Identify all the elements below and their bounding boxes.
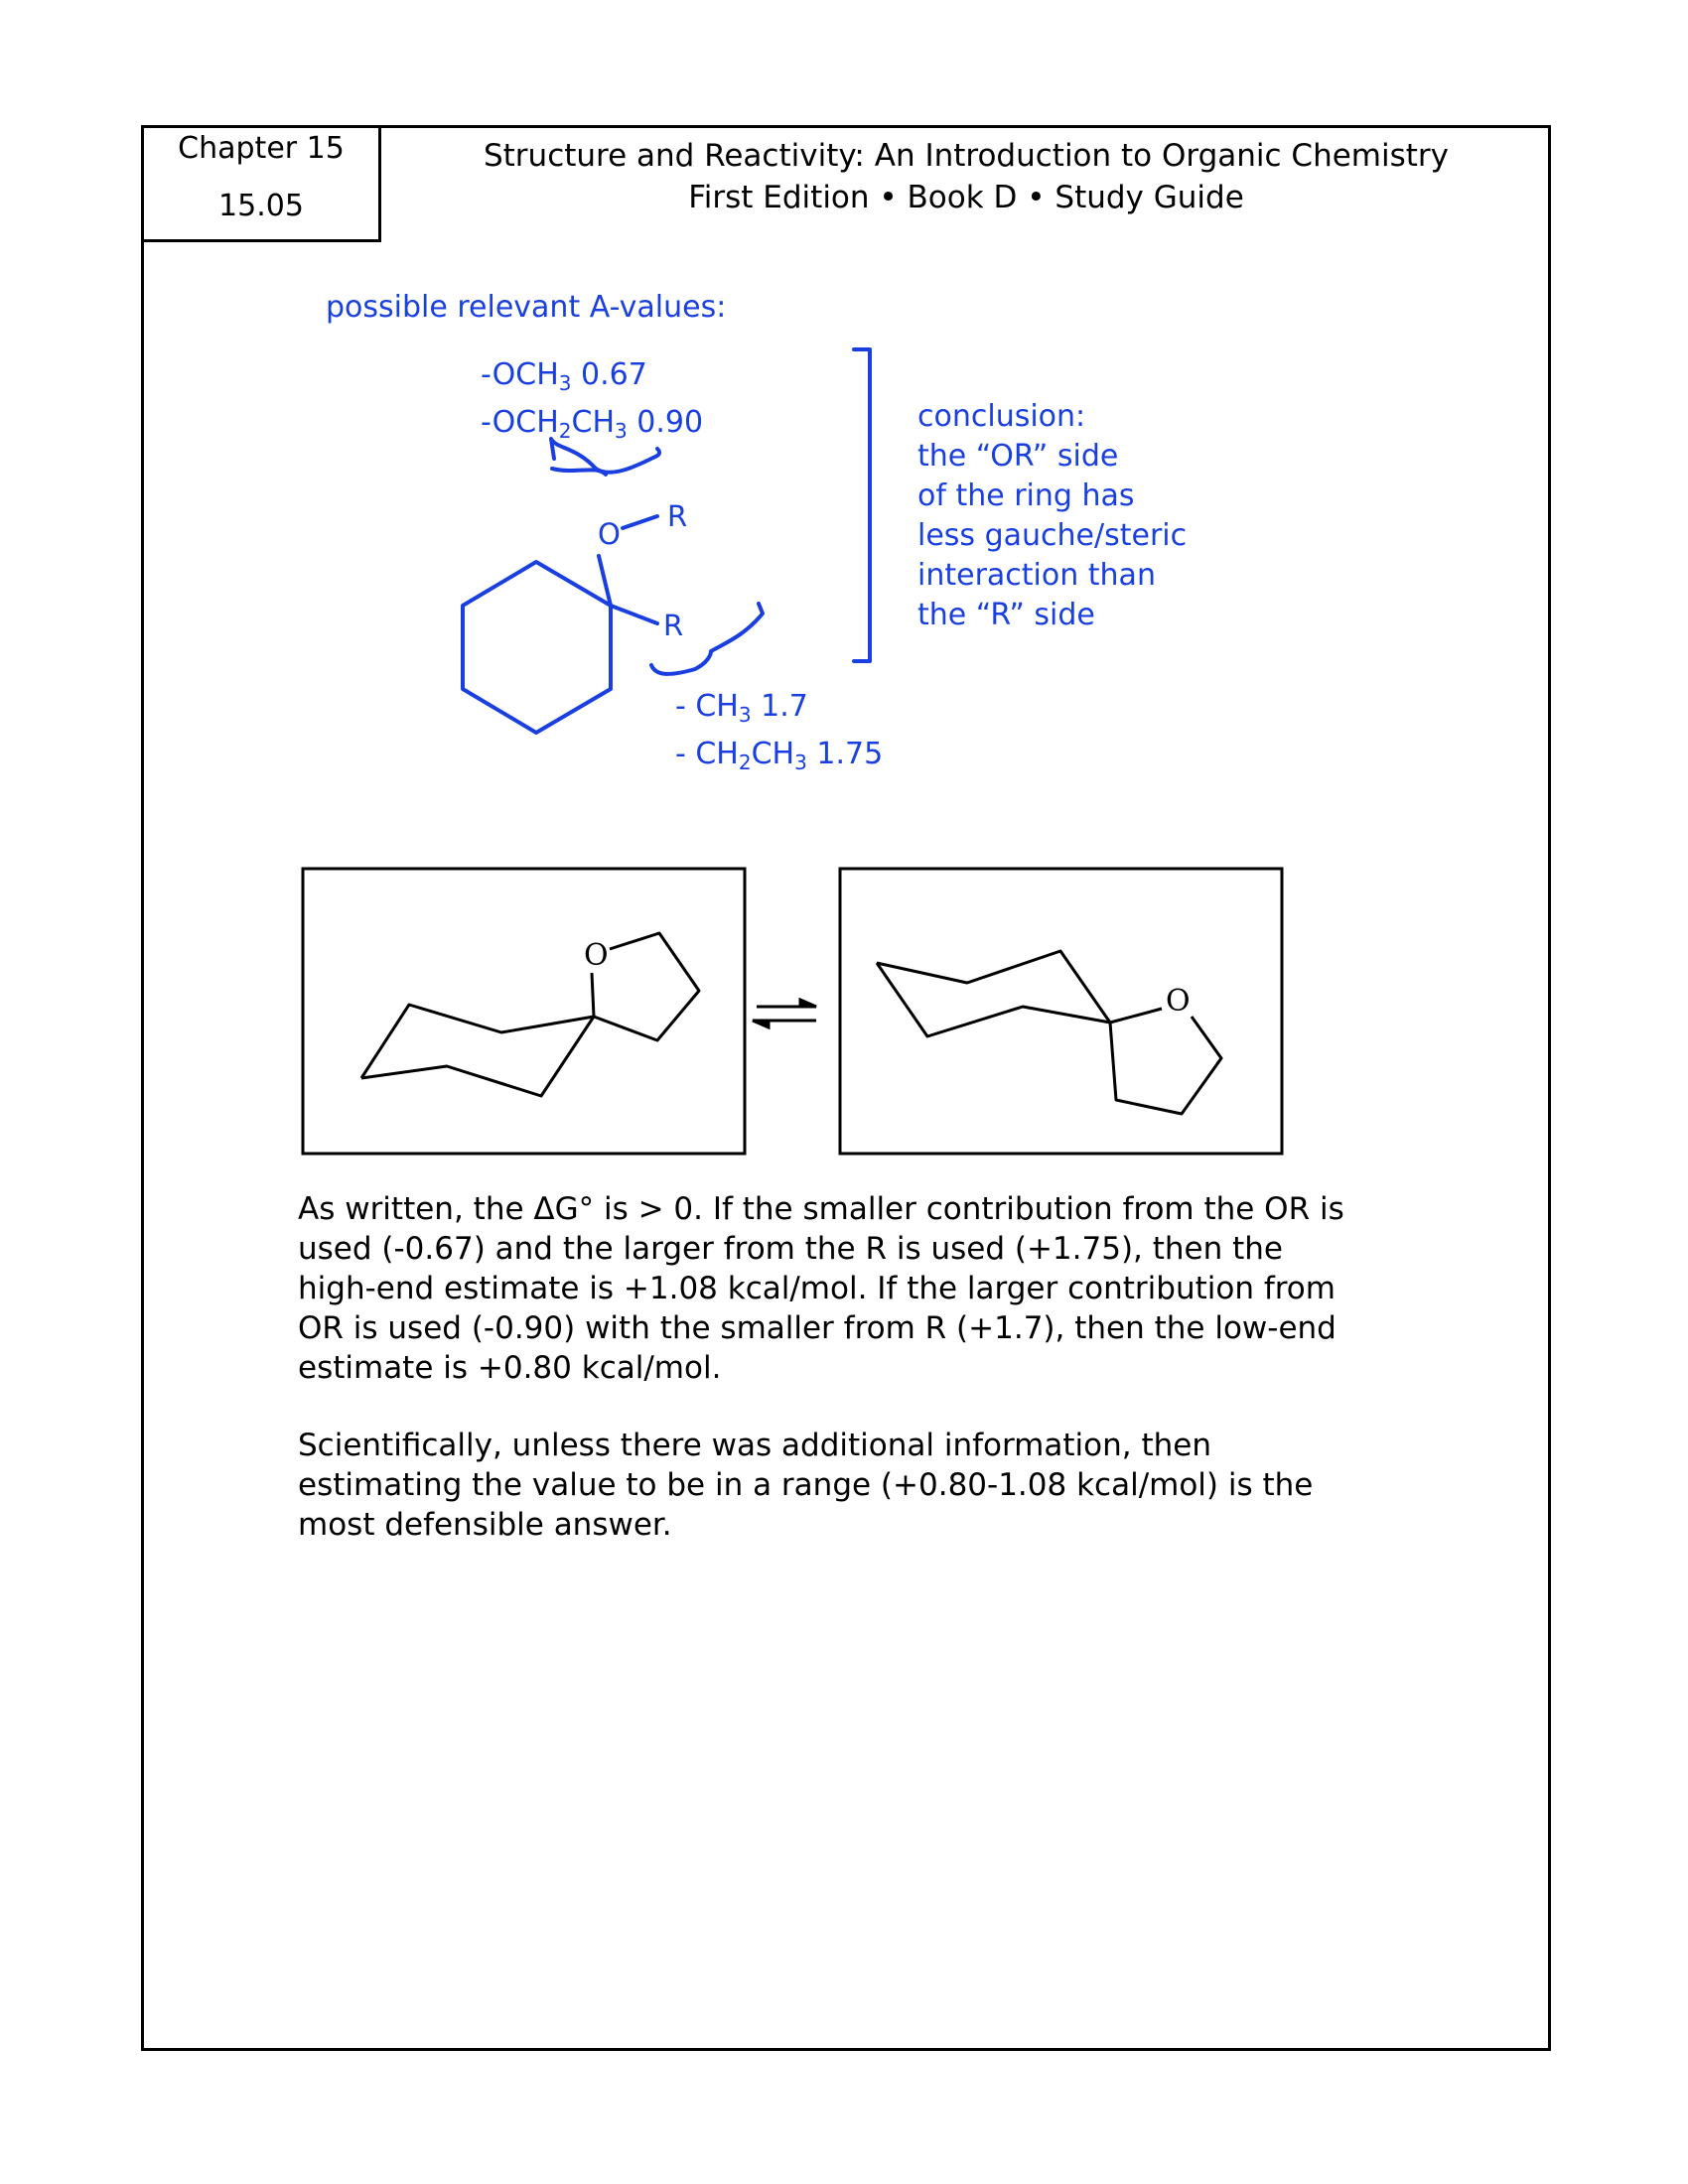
or-brace [552,469,606,475]
chapter-label: Chapter 15 [178,131,345,166]
left-cyclohexane-chair [361,1005,594,1096]
a-value-och2ch3: $-OCH_2CH_3$ 0.90 [481,405,704,443]
a-value-och3: $-OCH_3$ 0.67 [481,357,647,395]
annotated-cyclohexane [463,349,870,733]
book-title-line-2: First Edition • Book D • Study Guide [688,180,1244,215]
right-cyclohexane-chair [877,951,1110,1036]
conclusion-line: of the ring has [917,478,1135,513]
r-label-top: R [667,499,688,533]
conclusion-line: less gauche/steric [917,518,1188,553]
left-spiro-structure [361,933,699,1096]
a-value-ch2ch3: - $CH_2CH_3$ 1.75 [675,737,884,774]
r-label-bottom: R [663,609,684,642]
right-oxygen-label: O [1166,984,1191,1019]
right-thf-ring [1110,1017,1221,1114]
left-oxygen-label: O [584,938,609,973]
conclusion-line: interaction than [917,558,1156,593]
or-brace [551,439,659,473]
right-spiro-bond [1110,1009,1162,1023]
conclusion-line: the “R” side [917,598,1095,632]
left-conformer-box [303,869,745,1154]
forward-arrowhead [800,1000,816,1007]
section-number: 15.05 [218,189,304,223]
explanation-paragraph: As written, the ΔG° is > 0. If the smaller contribution from the OR is used (-0.67) and the larger from the R is used (+1.75), then the high-end estimate is +1.08 kcal/mol. If the larger contribution from OR is used (-0.90) with the smaller from R (+1.7), then the low-end estimate is +0.80 kcal/mol. [298,1191,1344,1386]
right-conformer-box [840,869,1282,1154]
conclusion-line: the “OR” side [917,439,1119,474]
conclusion-bracket [854,349,870,661]
equilibrium-arrows [753,1000,816,1027]
reverse-arrowhead [753,1021,769,1027]
oxygen-label: O [598,517,621,551]
right-spiro-structure [877,951,1221,1114]
left-spiro-bond [592,973,594,1017]
a-values-heading: possible relevant A-values: [326,290,727,325]
conclusion-paragraph: Scientifically, unless there was additional information, then estimating the value to be in a range (+0.80-1.08 kcal/mol) is the most defensible answer. [298,1428,1314,1543]
a-value-ch3: - $CH_3$ 1.7 [675,689,808,727]
left-thf-ring [594,933,699,1040]
o-r-bond [623,516,657,528]
c-r-bond [611,606,657,623]
conclusion-line: conclusion: [917,399,1086,434]
cyclohexane-ring [463,562,611,733]
book-title-line-1: Structure and Reactivity: An Introduction to Organic Chemistry [483,138,1450,174]
